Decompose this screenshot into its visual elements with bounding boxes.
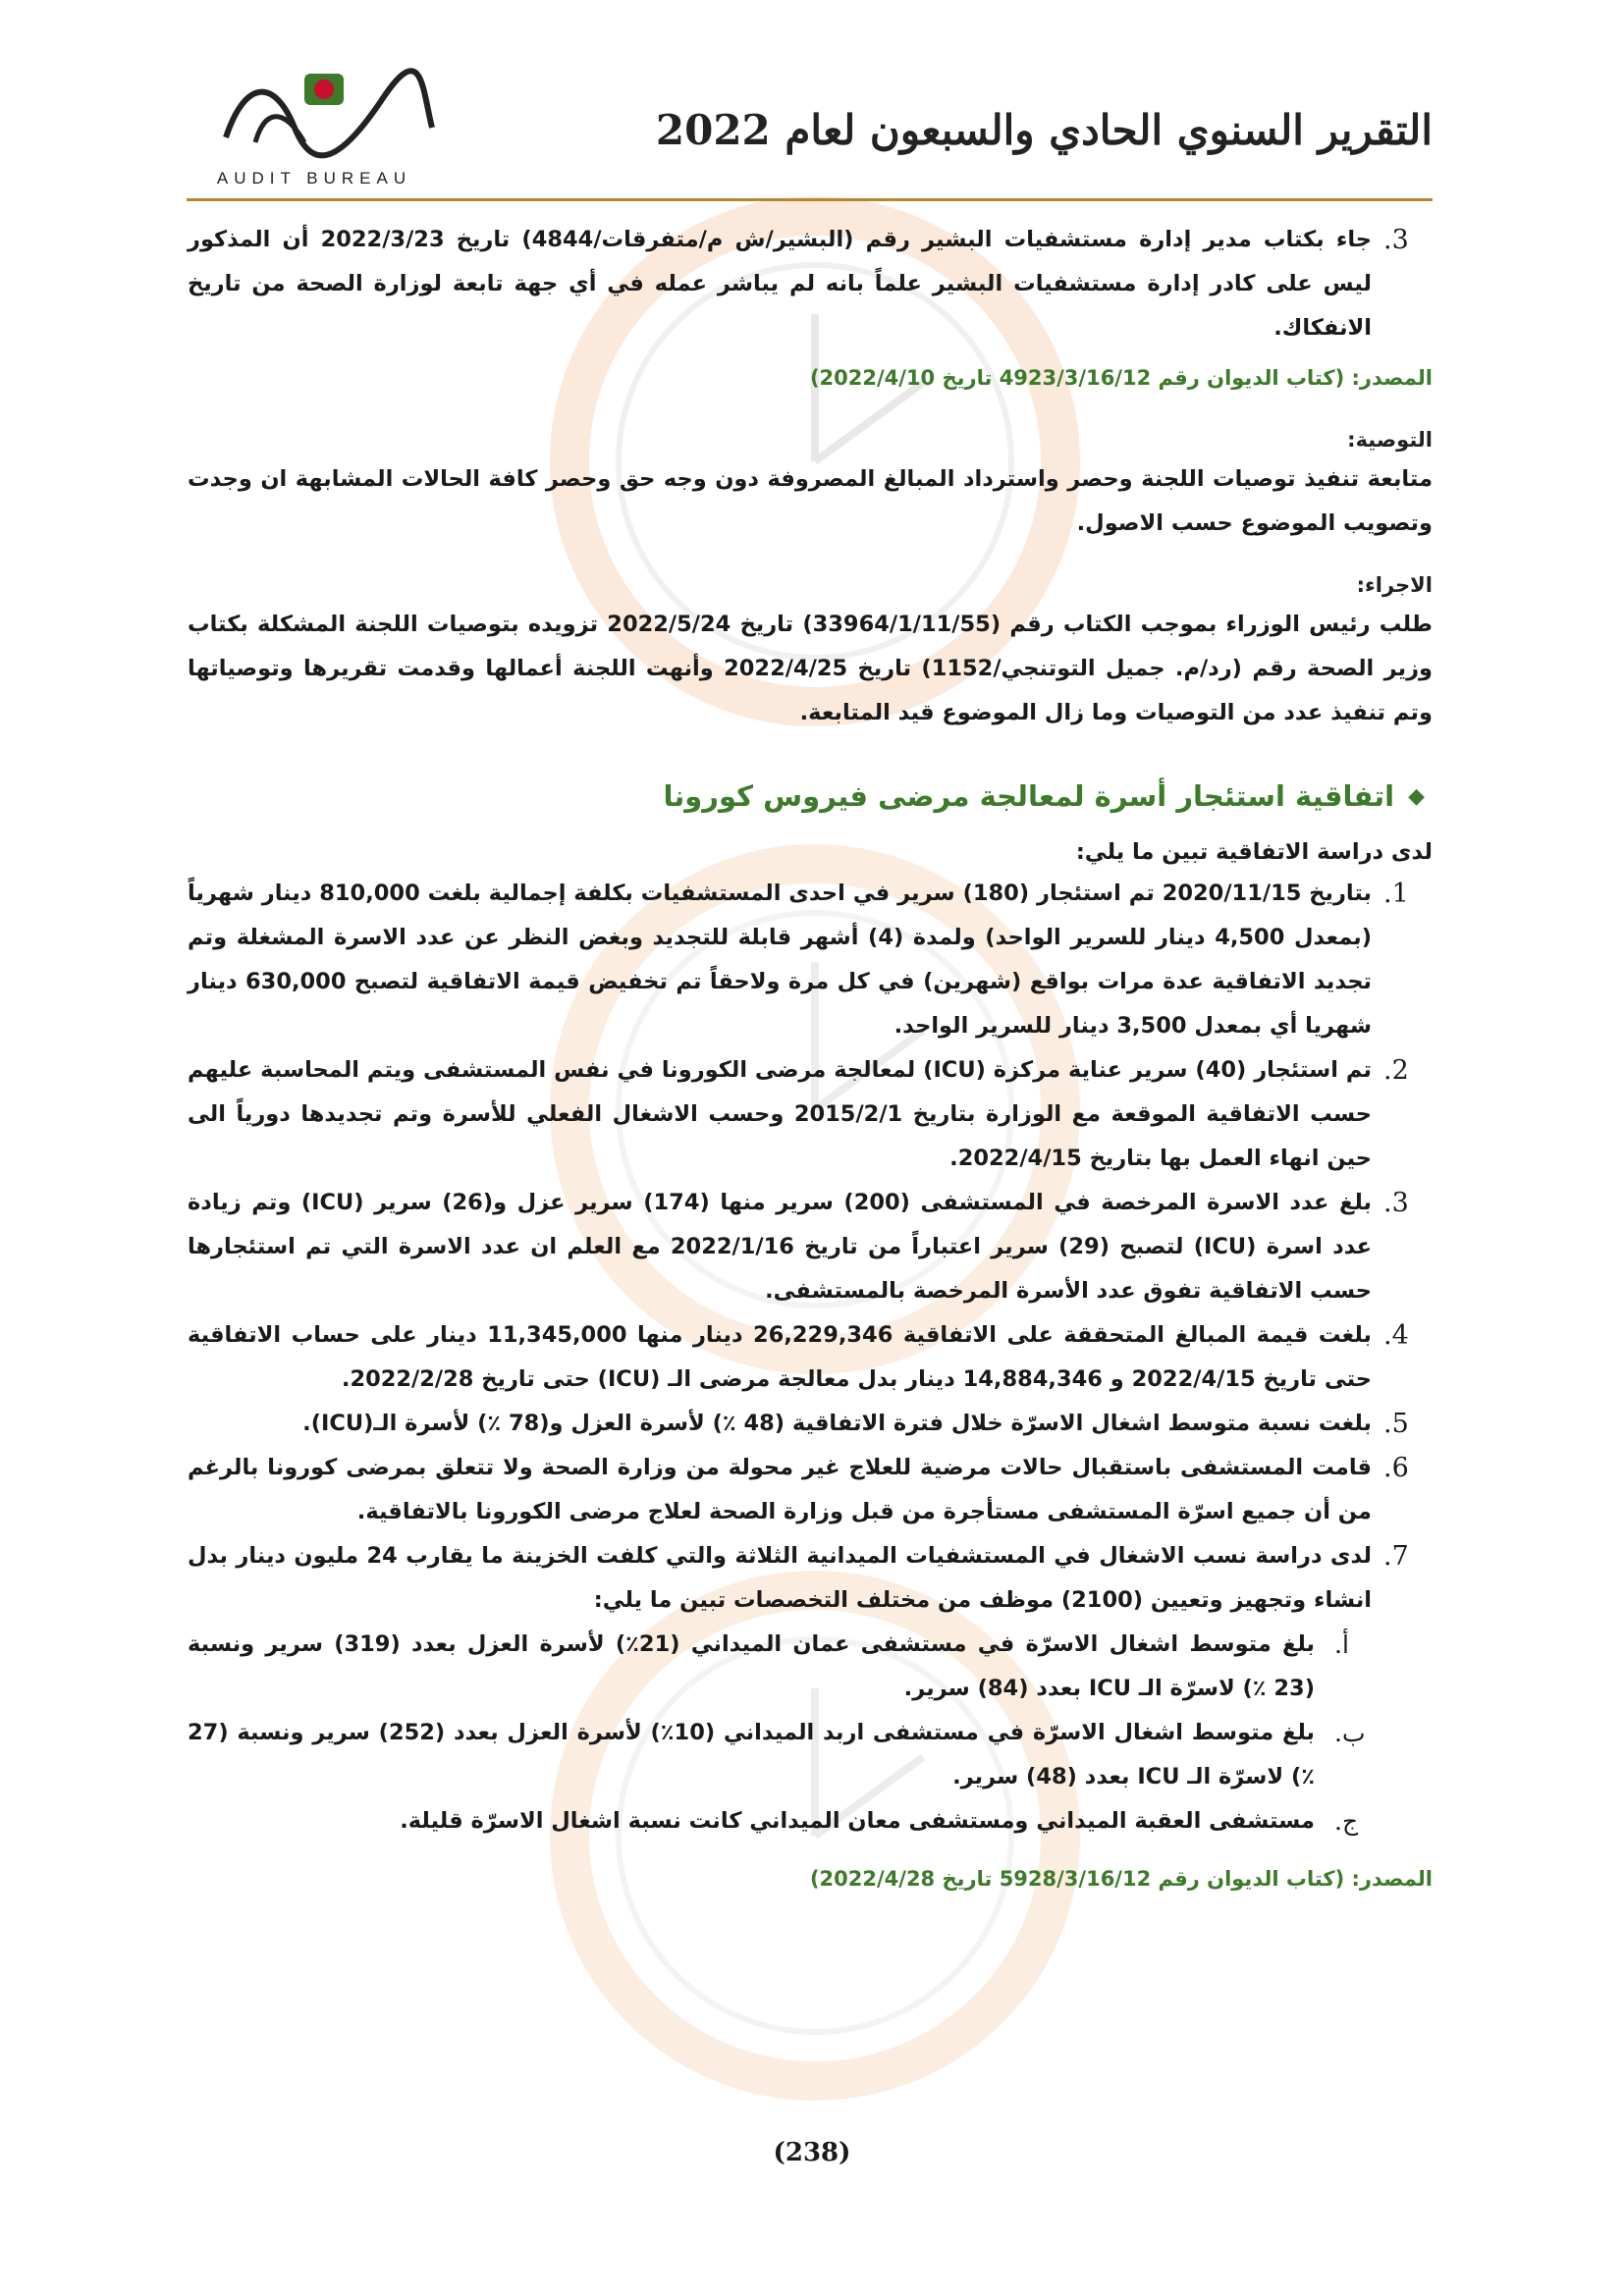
action-text: طلب رئيس الوزراء بموجب الكتاب رقم (33964/1/11/55) تاريخ 2022/5/24 تزويده بتوصيات اللجنة المشكلة بكتاب وزير الصحة رقم (رد/م. جميل التوتنجي/1152) تاريخ 2022/4/25 وأنهت اللجنة أعمالها وقدمت تقريرها وتوصياتها وتم تنفيذ عدد من التوصيات وما زال الموضوع قيد المتابعة. — [188, 612, 1434, 725]
item-number: 5. — [1383, 1409, 1409, 1439]
page-number: (238) — [773, 2138, 851, 2167]
diamond-bullet-icon: ◆ — [1408, 784, 1425, 809]
item-number: 3. — [1383, 1188, 1409, 1218]
sub-item-letter: ج. — [1334, 1807, 1359, 1836]
logo-english-text: AUDIT BUREAU — [216, 169, 412, 187]
action-label: الاجراء: — [1356, 573, 1433, 597]
sub-list-item — [188, 1799, 1359, 1843]
page-header — [187, 39, 1433, 201]
list-item — [188, 218, 1409, 350]
item-text: بلغ عدد الاسرة المرخصة في المستشفى (200) سرير منها (174) سرير عزل و(26) سرير (ICU) وتم زيادة عدد اسرة (ICU) لتصبح (29) سرير اعتباراً من تاريخ 2022/1/16 مع العلم ان عدد الاسرة التي تم استئجارها حسب الاتفاقية تفوق عدد الأسرة المرخصة بالمستشفى. — [188, 1190, 1373, 1304]
section-heading — [188, 774, 1433, 819]
item-number: 3. — [1383, 225, 1409, 255]
list-item — [188, 1402, 1409, 1446]
list-item — [188, 1534, 1409, 1623]
item-number: 4. — [1383, 1320, 1409, 1351]
item-number: 6. — [1383, 1453, 1409, 1483]
list-item — [188, 872, 1409, 1048]
source-note: المصدر: (كتاب الديوان رقم 4923/3/16/12 تاريخ 2022/4/10) — [809, 366, 1433, 390]
list-item — [188, 1446, 1409, 1534]
source-note: المصدر: (كتاب الديوان رقم 5928/3/16/12 تاريخ 2022/4/28) — [809, 1867, 1433, 1891]
item-text: قامت المستشفى باستقبال حالات مرضية للعلاج غير محولة من وزارة الصحة ولا تتعلق بمرضى كورونا بالرغم من أن جميع اسرّة المستشفى مستأجرة من قبل وزارة الصحة لعلاج مرضى الكورونا بالاتفاقية. — [188, 1455, 1372, 1524]
item-number: 7. — [1383, 1541, 1409, 1572]
recommendation-label: التوصية: — [1347, 428, 1433, 452]
recommendation-text: متابعة تنفيذ توصيات اللجنة وحصر واسترداد المبالغ المصروفة دون وجه حق وحصر كافة الحالات المشابهة ان وجدت وتصويب الموضوع حسب الاصول. — [188, 466, 1433, 536]
list-item — [188, 1313, 1409, 1402]
report-title: التقرير السنوي الحادي والسبعون لعام 2022 — [655, 106, 1433, 154]
sub-item-text: بلغ متوسط اشغال الاسرّة في مستشفى اربد الميداني (10٪) لأسرة العزل بعدد (252) سرير ونسبة (27 ٪) لاسرّة الـ ICU بعدد (48) سرير. — [188, 1720, 1315, 1789]
sub-item-text: بلغ متوسط اشغال الاسرّة في مستشفى عمان الميداني (21٪) لأسرة العزل بعدد (319) سرير ونسبة (23 ٪) لاسرّة الـ ICU بعدد (84) سرير. — [188, 1631, 1316, 1701]
item-text: بتاريخ 2020/11/15 تم استئجار (180) سرير في احدى المستشفيات بكلفة إجمالية بلغت 810,000 دينار شهرياً (بمعدل 4,500 دينار للسرير الواحد) ولمدة (4) أشهر قابلة للتجديد وبغض النظر عن عدد الاسرة المشغلة وتم تجديد الاتفاقية عدة مرات بواقع (شهرين) في كل مرة ولاحقاً تم تخفيض قيمة الاتفاقية لتصبح 630,000 دينار شهريا أي بمعدل 3,500 دينار للسرير الواحد. — [188, 881, 1373, 1039]
intro-text: لدى دراسة الاتفاقية تبين ما يلي: — [1075, 839, 1433, 865]
list-item — [188, 1048, 1409, 1181]
logo-emblem-icon — [187, 59, 442, 167]
page-content — [188, 218, 1433, 1919]
audit-bureau-logo — [187, 59, 442, 196]
header-rule — [187, 198, 1433, 201]
item-text: تم استئجار (40) سرير عناية مركزة (ICU) لمعالجة مرضى الكورونا في نفس المستشفى ويتم المحاسبة عليهم حسب الاتفاقية الموقعة مع الوزارة بتاريخ 2015/2/1 وحسب الاشغال الفعلي للأسرة وتم تجديدها دورياً الى حين انهاء العمل بها بتاريخ 2022/4/15. — [188, 1057, 1373, 1171]
sub-list-item — [188, 1711, 1366, 1799]
item-text: لدى دراسة نسب الاشغال في المستشفيات الميدانية الثلاثة والتي كلفت الخزينة ما يقارب 24 مليون دينار بدل انشاء وتجهيز وتعيين (2100) موظف من مختلف التخصصات تبين ما يلي: — [188, 1543, 1372, 1613]
item-text: بلغت قيمة المبالغ المتحققة على الاتفاقية 26,229,346 دينار منها 11,345,000 دينار على حساب الاتفاقية حتى تاريخ 2022/4/15 و 14,884,346 دينار بدل معالجة مرضى الـ (ICU) حتى تاريخ 2022/2/28. — [188, 1322, 1372, 1392]
section-title: اتفاقية استئجار أسرة لمعالجة مرضى فيروس كورونا — [663, 779, 1395, 813]
list-item — [188, 1181, 1409, 1313]
item-number: 2. — [1383, 1055, 1409, 1086]
sub-item-letter: ب. — [1334, 1719, 1366, 1747]
item-number: 1. — [1383, 879, 1409, 909]
sub-list-item — [188, 1623, 1349, 1711]
sub-item-letter: أ. — [1334, 1630, 1349, 1659]
sub-item-text: مستشفى العقبة الميداني ومستشفى معان الميداني كانت نسبة اشغال الاسرّة قليلة. — [400, 1808, 1315, 1834]
item-text: جاء بكتاب مدير إدارة مستشفيات البشير رقم (البشير/ش م/متفرقات/4844) تاريخ 2022/3/23 أن المذكور ليس على كادر إدارة مستشفيات البشير علماً بانه لم يباشر عمله في أي جهة تابعة لوزارة الصحة من تاريخ الانفكاك. — [188, 227, 1372, 341]
item-text: بلغت نسبة متوسط اشغال الاسرّة خلال فترة الاتفاقية (48 ٪) لأسرة العزل و(78 ٪) لأسرة الـ(ICU). — [302, 1411, 1372, 1436]
